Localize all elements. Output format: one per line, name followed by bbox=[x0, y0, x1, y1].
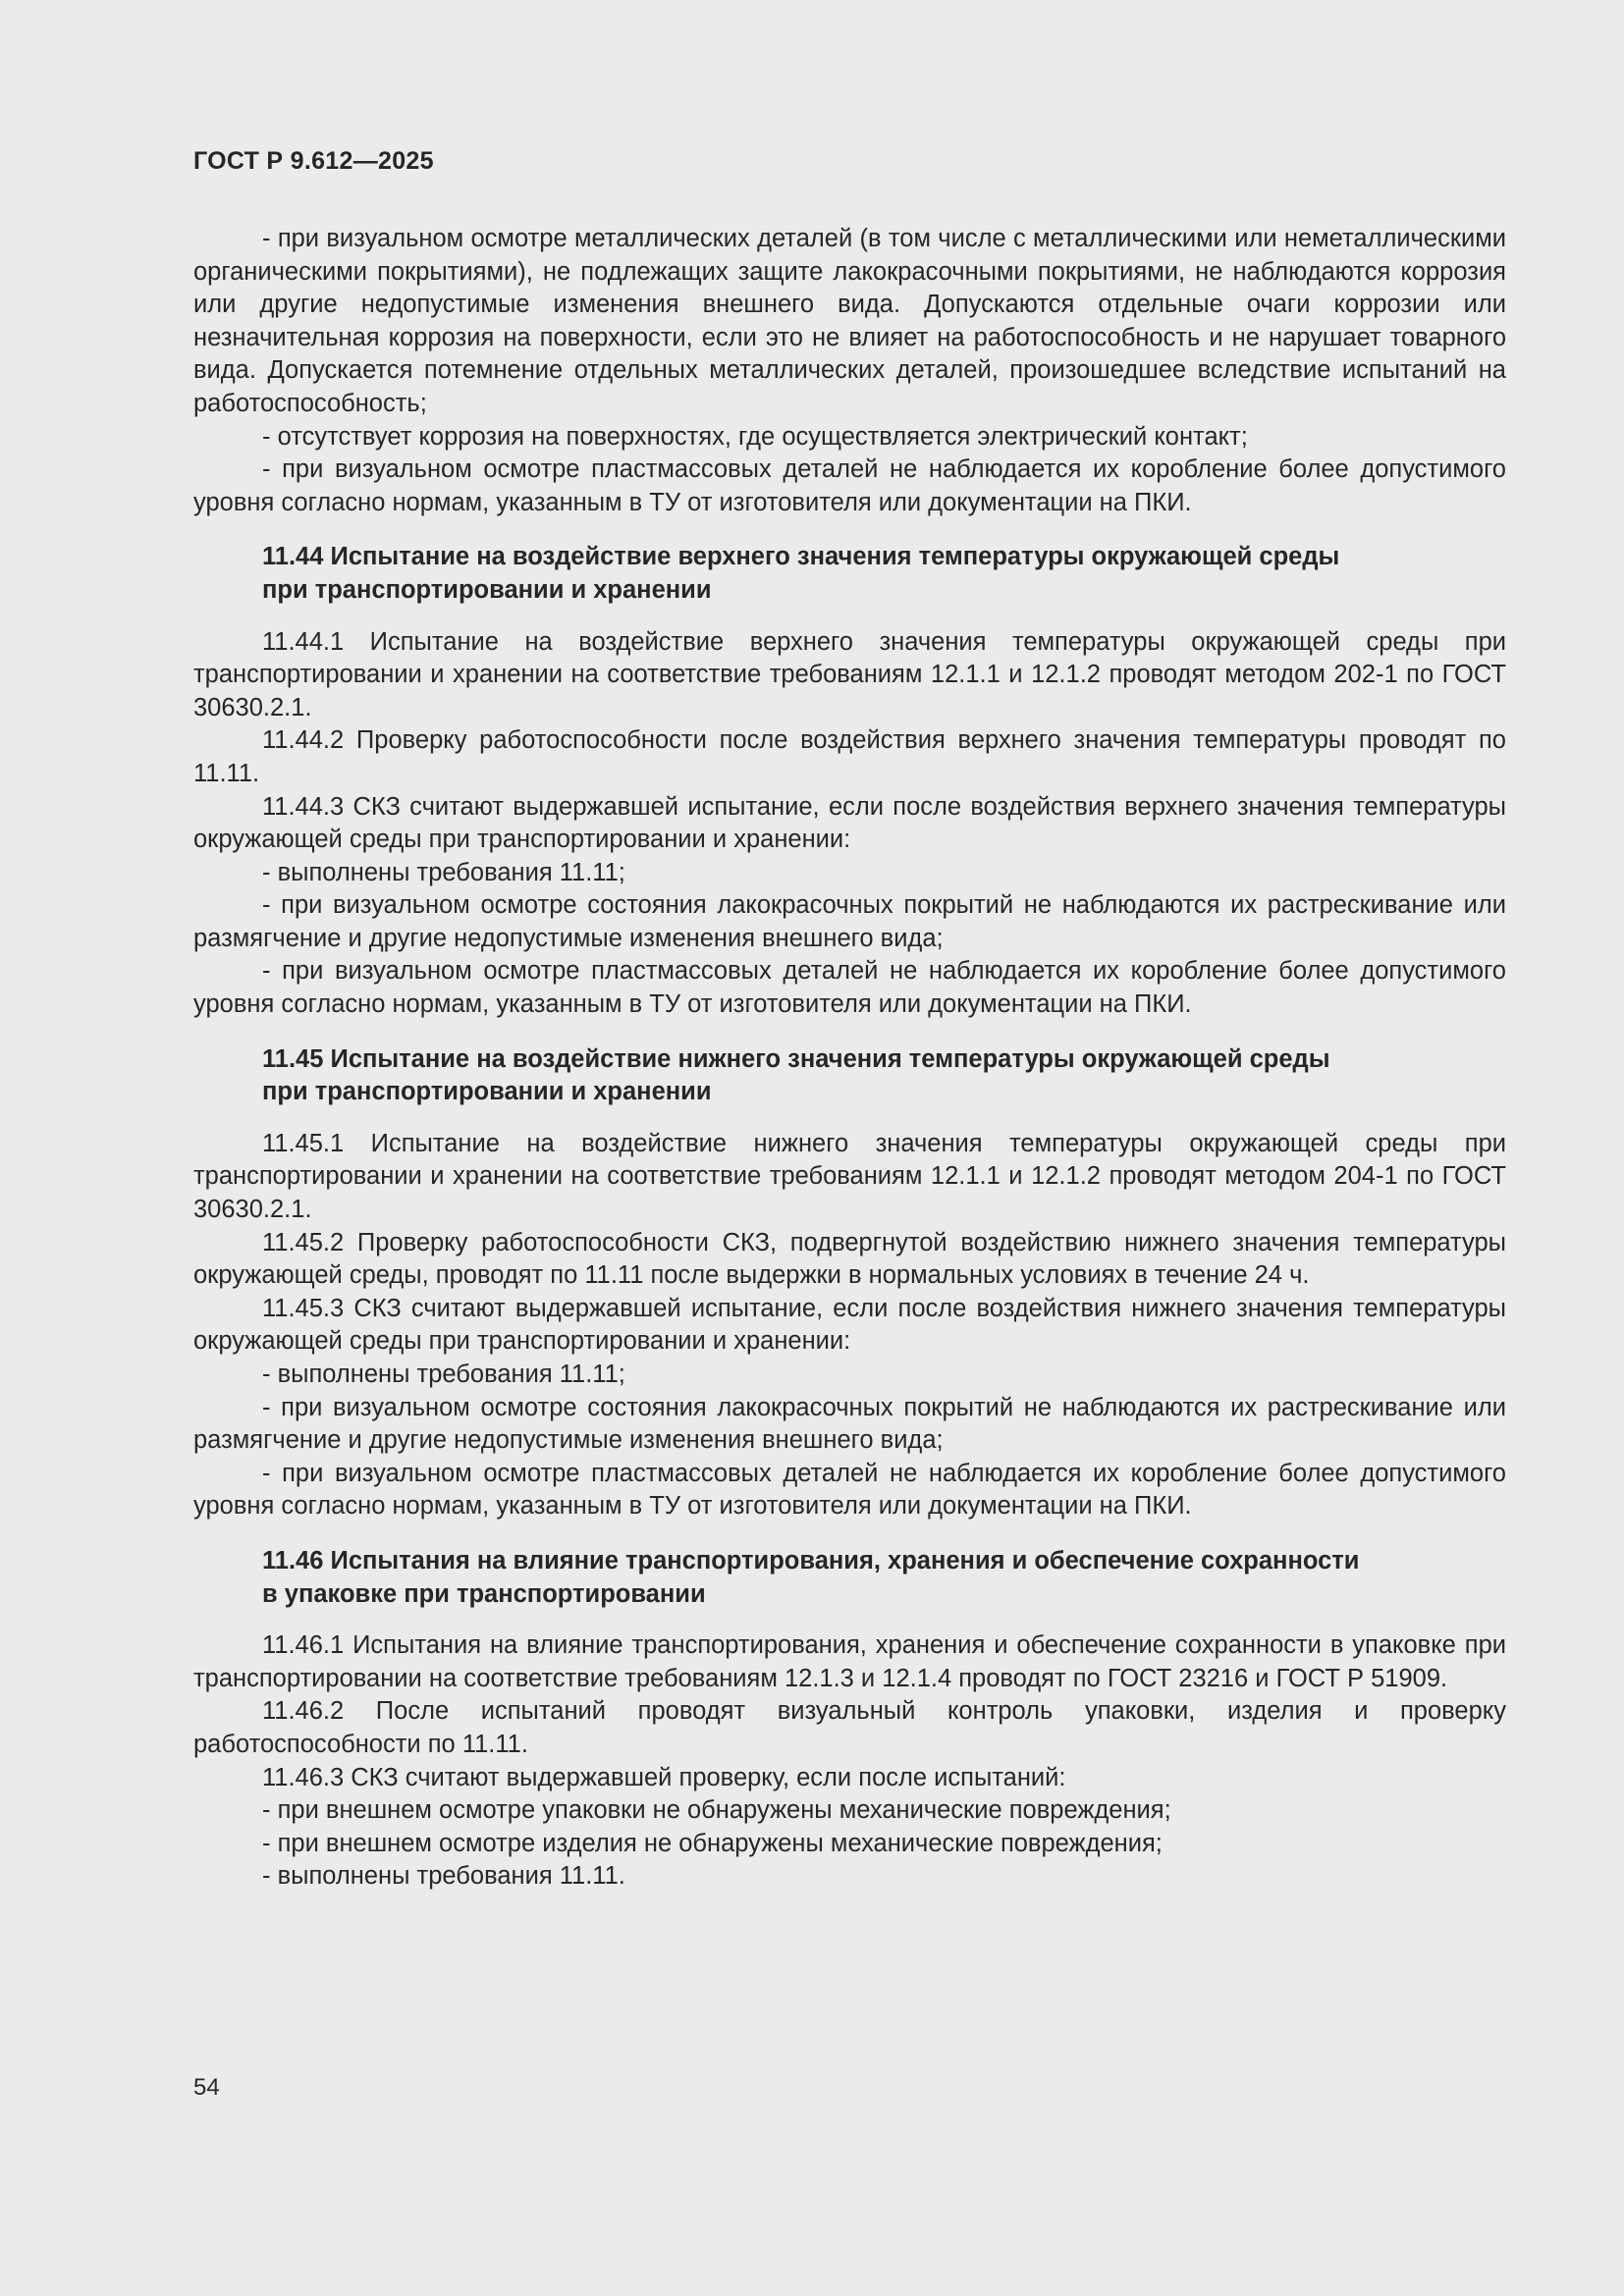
document-body bbox=[193, 223, 1506, 1894]
section-heading-11-45 bbox=[262, 1043, 1440, 1109]
list-item: - выполнены требования 11.11; bbox=[262, 1361, 625, 1388]
section-heading-line: при транспортировании и хранении bbox=[262, 1078, 712, 1106]
paragraph: 11.45.1 Испытание на воздействие нижнего значения температуры окружающей среды при транспортировании и хранении на соответствие требованиям 12.1.1 и 12.1.2 проводят методом 204-1 по ГОСТ 30630.2.1. bbox=[193, 1129, 1506, 1224]
section-heading-line: 11.45 Испытание на воздействие нижнего значения температуры окружающей среды bbox=[262, 1044, 1330, 1073]
page-number: 54 bbox=[193, 2074, 220, 2101]
paragraph: 11.46.3 СКЗ считают выдержавшей проверку, если после испытаний: bbox=[262, 1763, 1066, 1791]
document-page bbox=[193, 0, 1506, 2296]
list-item: - при визуальном осмотре пластмассовых деталей не наблюдается их коробление более допустимого уровня согласно нормам, указанным в ТУ от изготовителя или документации на ПКИ. bbox=[193, 455, 1506, 516]
document-header: ГОСТ Р 9.612—2025 bbox=[193, 147, 434, 175]
paragraph: 11.46.1 Испытания на влияние транспортирования, хранения и обеспечение сохранности в упаковке при транспортировании на соответствие требованиям 12.1.3 и 12.1.4 проводят по ГОСТ 23216 и ГОСТ Р 51909. bbox=[193, 1631, 1506, 1692]
section-heading-line: 11.44 Испытание на воздействие верхнего значения температуры окружающей среды bbox=[262, 543, 1340, 571]
section-heading-11-46 bbox=[262, 1545, 1440, 1611]
list-item: - при визуальном осмотре металлических деталей (в том числе с металлическими или неметаллическими органическими покрытиями), не подлежащих защите лакокрасочными покрытиями, не наблюдаются коррозия или другие недопустимые изменения внешнего вида. Допускаются отдельные очаги коррозии или незначительная коррозия на поверхности, если это не влияет на работоспособность и не нарушает товарного вида. Допускается потемнение отдельных металлических деталей, произошедшее вследствие испытаний на работоспособность; bbox=[193, 225, 1506, 417]
section-heading-line: при транспортировании и хранении bbox=[262, 575, 712, 604]
list-item: - выполнены требования 11.11; bbox=[262, 858, 625, 886]
section-heading-line: 11.46 Испытания на влияние транспортирования, хранения и обеспечение сохранности bbox=[262, 1546, 1360, 1575]
paragraph: 11.45.3 СКЗ считают выдержавшей испытание, если после воздействия нижнего значения температуры окружающей среды при транспортировании и хранении: bbox=[193, 1294, 1506, 1356]
list-item: - при визуальном осмотре пластмассовых деталей не наблюдается их коробление более допустимого уровня согласно нормам, указанным в ТУ от изготовителя или документации на ПКИ. bbox=[193, 1459, 1506, 1521]
list-item: - при визуальном осмотре состояния лакокрасочных покрытий не наблюдаются их растрескивание или размягчение и другие недопустимые изменения внешнего вида; bbox=[193, 1393, 1506, 1455]
list-item: - отсутствует коррозия на поверхностях, где осуществляется электрический контакт; bbox=[262, 422, 1248, 451]
section-heading-line: в упаковке при транспортировании bbox=[262, 1579, 706, 1608]
list-item: - выполнены требования 11.11. bbox=[262, 1862, 625, 1891]
list-item: - при визуальном осмотре пластмассовых деталей не наблюдается их коробление более допустимого уровня согласно нормам, указанным в ТУ от изготовителя или документации на ПКИ. bbox=[193, 957, 1506, 1019]
paragraph: 11.44.3 СКЗ считают выдержавшей испытание, если после воздействия верхнего значения температуры окружающей среды при транспортировании и хранении: bbox=[193, 792, 1506, 854]
paragraph: 11.44.2 Проверку работоспособности после воздействия верхнего значения температуры проводят по 11.11. bbox=[193, 726, 1506, 787]
paragraph: 11.46.2 После испытаний проводят визуальный контроль упаковки, изделия и проверку работоспособности по 11.11. bbox=[193, 1697, 1506, 1758]
paragraph: 11.44.1 Испытание на воздействие верхнего значения температуры окружающей среды при транспортировании и хранении на соответствие требованиям 12.1.1 и 12.1.2 проводят методом 202-1 по ГОСТ 30630.2.1. bbox=[193, 627, 1506, 721]
list-item: - при внешнем осмотре упаковки не обнаружены механические повреждения; bbox=[262, 1796, 1171, 1825]
list-item: - при визуальном осмотре состояния лакокрасочных покрытий не наблюдаются их растрескивание или размягчение и другие недопустимые изменения внешнего вида; bbox=[193, 891, 1506, 952]
paragraph: 11.45.2 Проверку работоспособности СКЗ, подвергнутой воздействию нижнего значения температуры окружающей среды, проводят по 11.11 после выдержки в нормальных условиях в течение 24 ч. bbox=[193, 1228, 1506, 1290]
list-item: - при внешнем осмотре изделия не обнаружены механические повреждения; bbox=[262, 1829, 1163, 1857]
section-heading-11-44 bbox=[262, 541, 1440, 607]
